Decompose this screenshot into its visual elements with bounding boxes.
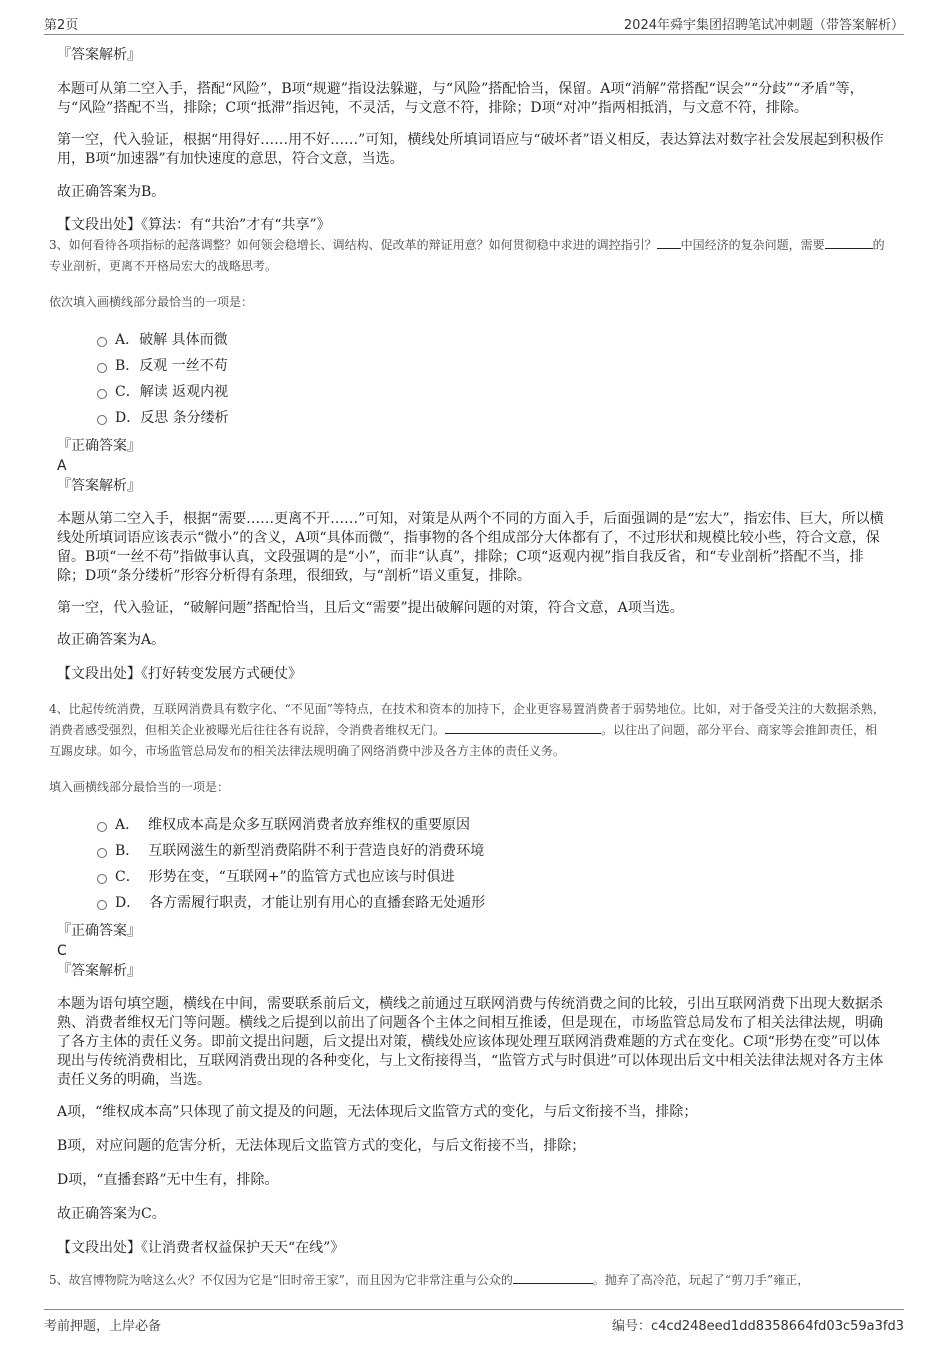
q4-option-d[interactable]: D． 各方需履行职责，才能让别有用心的直播套路无处遁形 <box>57 890 884 916</box>
radio-button-icon[interactable] <box>97 337 107 347</box>
q3-source: 【文段出处】《打好转变发展方式硬仗》 <box>57 666 302 682</box>
document-title: 2024年舜宇集团招聘笔试冲刺题（带答案解析） <box>623 18 904 33</box>
q3-answer: A <box>57 458 67 474</box>
q5-stem-part1: 5、故宫博物院为啥这么火？不仅因为它是“旧时帝王家”，而且因为它非常注重与公众的 <box>49 1273 513 1287</box>
q3-analysis-para2: 第一空，代入验证，“破解问题”搭配恰当，且后文“需要”提出破解问题的对策，符合文意，A项当选。 <box>57 600 684 616</box>
q4-option-c[interactable]: C． 形势在变，“互联网+”的监管方式也应该与时俱进 <box>57 864 884 890</box>
q4-option-a[interactable]: A． 维权成本高是众多互联网消费者放弃维权的重要原因 <box>57 812 884 838</box>
q4-analysis-para-d: D项，“直播套路”无中生有，排除。 <box>57 1172 279 1188</box>
q4-instruction: 填入画横线部分最恰当的一项是： <box>49 780 230 794</box>
q2-analysis-para1: 本题可从第二空入手，搭配“风险”，B项“规避”指设法躲避，与“风险”搭配恰当，保留。A项“消解”常搭配“误会”“分歧”“矛盾”等，与“风险”搭配不当，排除；C项“抵滞”指迟钝，不灵活，与文意不符，排除；D项“对冲”指两相抵消，与文意不符，排除。 <box>57 81 864 116</box>
q2-conclusion: 故正确答案为B。 <box>57 184 166 200</box>
q4-stem-part1: 4、比起传统消费，互联网消费具有数字化、“不见面”等特点，在技术和资本的加持下，企业更容易置消费者于弱势地位。比如，对于备受关注的大数据杀熟，消费者感受强烈，但相关企业被曝光后往往各有说辞，令消费者维权无门。 <box>49 702 885 737</box>
q4-source: 【文段出处】《让消费者权益保护天天“在线”》 <box>57 1240 345 1256</box>
radio-button-icon[interactable] <box>97 900 107 910</box>
document-code: 编号：c4cd248eed1dd8358664fd03c59a3fd3 <box>612 1319 904 1334</box>
radio-button-icon[interactable] <box>97 874 107 884</box>
q4-analysis-para-a: A项，“维权成本高”只体现了前文提及的问题，无法体现后文监管方式的变化，与后文衔接不当，排除； <box>57 1104 698 1120</box>
q3-instruction: 依次填入画横线部分最恰当的一项是： <box>49 295 254 309</box>
q3-stem-part3: 的专业剖析，更离不开格局宏大的战略思考。 <box>49 238 885 273</box>
q3-option-c[interactable]: C．解读 返观内视 <box>57 379 884 405</box>
page-header <box>44 14 904 35</box>
q3-option-b[interactable]: B．反观 一丝不苟 <box>57 353 884 379</box>
q4-stem-part2: 。以往出了问题，部分平台、商家等会推卸责任，相互踢皮球。如今，市场监管总局发布的相关法律法规明确了网络消费中涉及各方主体的责任义务。 <box>49 723 878 758</box>
q5-stem-part2: 。抛弃了高冷范，玩起了“剪刀手”雍正， <box>592 1273 810 1287</box>
q4-option-b[interactable]: B． 互联网滋生的新型消费陷阱不利于营造良好的消费环境 <box>57 838 884 864</box>
page-number: 第2页 <box>44 18 79 33</box>
footer-slogan: 考前押题，上岸必备 <box>44 1319 162 1334</box>
radio-button-icon[interactable] <box>97 415 107 425</box>
radio-button-icon[interactable] <box>97 848 107 858</box>
q3-stem-part1: 3、如何看待各项指标的起落调整？如何领会稳增长、调结构、促改革的辩证用意？如何贯彻稳中求进的调控指引？ <box>49 238 657 252</box>
q2-analysis-label: 『答案解析』 <box>57 47 141 63</box>
q3-analysis-label: 『答案解析』 <box>57 478 141 494</box>
q3-conclusion: 故正确答案为A。 <box>57 632 166 648</box>
question-3 <box>49 235 887 311</box>
q4-blank <box>445 721 601 734</box>
q3-options <box>57 327 884 431</box>
q4-analysis-label: 『答案解析』 <box>57 963 141 979</box>
q3-option-a[interactable]: A．破解 具体而微 <box>57 327 884 353</box>
q4-analysis-para-b: B项，对应问题的危害分析，无法体现后文监管方式的变化，与后文衔接不当，排除； <box>57 1138 586 1154</box>
radio-button-icon[interactable] <box>97 389 107 399</box>
q3-stem-part2: 中国经济的复杂问题，需要 <box>680 238 825 252</box>
q2-source: 【文段出处】《算法：有“共治”才有“共享”》 <box>57 217 331 233</box>
page-footer <box>44 1309 904 1334</box>
q3-correct-label: 『正确答案』 <box>57 438 141 454</box>
radio-button-icon[interactable] <box>97 363 107 373</box>
q3-option-d[interactable]: D．反思 条分缕析 <box>57 405 884 431</box>
q5-blank <box>513 1271 593 1284</box>
q2-analysis-para2: 第一空，代入验证，根据“用得好……用不好……”可知，横线处所填词语应与“破坏者”语义相反，表达算法对数字社会发展起到积极作用，B项“加速器”有加快速度的意思，符合文意，当选。 <box>57 132 884 167</box>
q4-correct-label: 『正确答案』 <box>57 923 141 939</box>
q3-analysis-para1: 本题从第二空入手，根据“需要……更离不开……”可知，对策是从两个不同的方面入手，后面强调的是“宏大”，指宏伟、巨大，所以横线处所填词语应该表示“微小”的含义，A项“具体而微”，指事物的各个组成部分大体都有了，不过形状和规模比较小些，符合文意，保留。B项“一丝不苟”指做事认真，文段强调的是“小”，而非“认真”，排除；C项“返观内视”指自我反省，和“专业剖析”搭配不当，排除；D项“条分缕析”形容分析得有条理，很细致，与“剖析”语义重复，排除。 <box>57 511 884 584</box>
q4-options <box>57 812 884 916</box>
q3-blank-2 <box>825 236 873 249</box>
q4-answer: C <box>57 943 67 959</box>
q3-blank-1 <box>657 236 681 249</box>
page-content <box>49 45 885 1291</box>
question-4 <box>49 699 887 796</box>
q4-analysis-para1: 本题为语句填空题，横线在中间，需要联系前后文，横线之前通过互联网消费与传统消费之间的比较，引出互联网消费下出现大数据杀熟、消费者维权无门等问题。横线之后提到以前出了问题各个主体之间相互推诿，但是现在，市场监管总局发布了相关法律法规，明确了各方主体的责任义务。即前文提出问题，后文提出对策，横线处应该体现处理互联网消费难题的方式在变化。C项“形势在变”可以体现出与传统消费相比，互联网消费出现的各种变化，与上文衔接得当，“监管方式与时俱进”可以体现出后文中相关法律法规对各方主体责任义务的明确，当选。 <box>57 996 884 1088</box>
q4-conclusion: 故正确答案为C。 <box>57 1206 166 1222</box>
radio-button-icon[interactable] <box>97 822 107 832</box>
question-5 <box>49 1270 887 1291</box>
